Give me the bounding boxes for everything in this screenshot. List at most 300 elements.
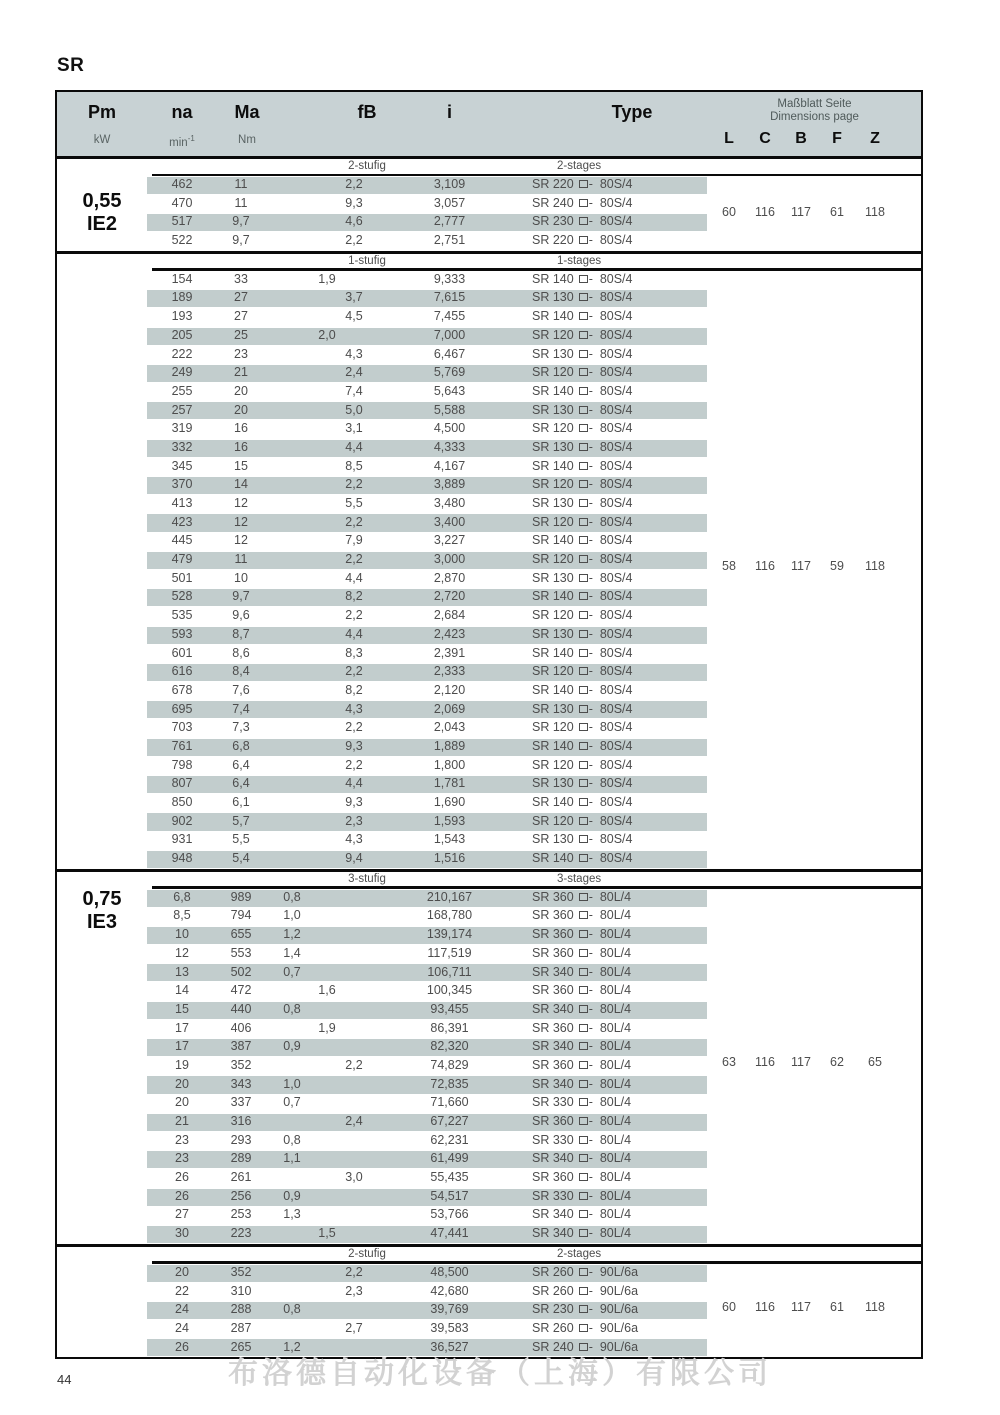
cell-na: 501 (171, 570, 193, 585)
dim-page-B: 117 (791, 1299, 811, 1314)
cell-ma: 5,5 (232, 832, 250, 847)
cell-i: 1,543 (433, 832, 466, 847)
cell-ma: 7,4 (232, 701, 250, 716)
cell-ma: 6,4 (232, 776, 250, 791)
cell-ma: 12 (234, 514, 248, 529)
type-dash: - (588, 402, 600, 417)
cell-type (532, 589, 722, 603)
cell-ma: 15 (234, 458, 248, 473)
type-dash: - (588, 983, 600, 998)
square-placeholder-icon (579, 611, 588, 619)
type-motor: 80L/4 (599, 1057, 632, 1072)
type-model: SR 120 (532, 365, 574, 380)
cell-type (532, 1340, 722, 1354)
cell-ma: 293 (230, 1132, 252, 1147)
type-model: SR 130 (532, 439, 574, 454)
cell-na: 593 (171, 626, 193, 641)
type-dash: - (588, 1283, 600, 1298)
cell-ma: 11 (234, 552, 248, 567)
cell-na: 205 (171, 327, 193, 342)
cell-ma: 343 (230, 1076, 252, 1091)
cell-i: 117,519 (427, 945, 472, 960)
type-dash: - (588, 570, 600, 585)
square-placeholder-icon (579, 1136, 588, 1144)
cell-i: 67,227 (430, 1114, 469, 1128)
cell-fb: 4,4 (345, 570, 363, 585)
stage-header-row (57, 251, 921, 271)
square-placeholder-icon (579, 1343, 588, 1351)
type-motor: 80L/4 (599, 1020, 632, 1035)
cell-type (532, 347, 722, 361)
cell-ma: 21 (234, 365, 248, 380)
dim-page-Z: 118 (865, 1299, 885, 1314)
type-model: SR 230 (532, 1302, 574, 1317)
cell-ma: 9,7 (232, 233, 250, 248)
cell-i: 42,680 (430, 1283, 469, 1298)
cell-i: 3,000 (433, 552, 466, 567)
type-model: SR 340 (532, 1001, 574, 1016)
type-dash: - (588, 514, 600, 529)
square-placeholder-icon (579, 1005, 588, 1013)
type-model: SR 230 (532, 214, 574, 229)
cell-na: 445 (171, 533, 193, 548)
table-row (57, 176, 921, 195)
cell-fb: 8,2 (345, 682, 363, 697)
dim-page-F: 61 (830, 1299, 844, 1314)
type-motor: 80L/4 (599, 1151, 632, 1166)
cell-na: 6,8 (173, 889, 191, 904)
type-dash: - (588, 813, 600, 828)
type-motor: 80L/4 (599, 1095, 632, 1110)
type-model: SR 120 (532, 421, 574, 436)
cell-type (532, 1189, 722, 1203)
cell-ma: 655 (230, 927, 252, 942)
type-model: SR 260 (532, 1320, 574, 1335)
type-dash: - (588, 309, 600, 324)
cell-ma: 7,6 (232, 682, 250, 697)
stage-header-row (57, 1244, 921, 1264)
table-row (57, 1150, 921, 1169)
cell-type (532, 272, 722, 286)
type-motor: 80S/4 (599, 776, 633, 791)
cell-na: 24 (175, 1320, 189, 1335)
cell-type (532, 1284, 722, 1298)
type-model: SR 140 (532, 682, 574, 697)
dim-page-F: 59 (830, 558, 844, 573)
type-dash: - (588, 776, 600, 791)
type-model: SR 360 (532, 927, 574, 942)
unit-pm: kW (93, 134, 111, 146)
type-dash: - (588, 908, 600, 923)
cell-na: 535 (171, 608, 193, 623)
cell-type (532, 1207, 722, 1221)
table-row (57, 458, 921, 477)
table-row (57, 738, 921, 757)
dim-page-F: 62 (830, 1055, 844, 1070)
table-row (57, 1038, 921, 1057)
square-placeholder-icon (579, 499, 588, 507)
cell-fb: 4,6 (345, 214, 363, 229)
type-model: SR 360 (532, 908, 574, 923)
cell-ma: 16 (234, 421, 248, 436)
type-dash: - (588, 626, 600, 641)
cell-fb: 9,3 (345, 195, 363, 210)
dim-page-L: 58 (722, 558, 736, 573)
table-row (57, 1001, 921, 1020)
dim-page-L: 60 (722, 205, 736, 220)
table-section-1-stufig (57, 251, 921, 869)
type-motor: 80S/4 (599, 664, 633, 679)
cell-type (532, 1133, 722, 1147)
cell-type (532, 1058, 722, 1072)
stage-label-en: 3-stages (557, 872, 602, 885)
cell-fb: 2,0 (318, 327, 336, 342)
cell-i: 7,000 (433, 327, 466, 342)
type-model: SR 120 (532, 514, 574, 529)
type-model: SR 330 (532, 1132, 574, 1147)
cell-i: 4,167 (433, 458, 466, 473)
cell-ma: 794 (230, 908, 252, 923)
cell-type (532, 1302, 722, 1316)
cell-na: 26 (175, 1188, 189, 1203)
type-motor: 80S/4 (599, 570, 633, 585)
type-motor: 80S/4 (599, 402, 633, 417)
page-number: 44 (57, 1372, 72, 1387)
type-dash: - (588, 1226, 600, 1241)
col-header-na: na (171, 102, 193, 122)
type-model: SR 340 (532, 1151, 574, 1166)
type-motor: 80S/4 (599, 533, 633, 548)
cell-type (532, 214, 722, 228)
square-placeholder-icon (579, 986, 588, 994)
type-dash: - (588, 1170, 600, 1185)
cell-fb: 4,5 (345, 309, 363, 324)
table-row (57, 271, 921, 290)
square-placeholder-icon (579, 723, 588, 731)
type-model: SR 130 (532, 496, 574, 510)
square-placeholder-icon (579, 1192, 588, 1200)
table-row (57, 570, 921, 589)
cell-na: 695 (171, 701, 193, 716)
square-placeholder-icon (579, 1268, 588, 1276)
type-motor: 80L/4 (599, 1207, 632, 1222)
type-motor: 80S/4 (599, 851, 633, 866)
table-row (57, 439, 921, 458)
cell-ma: 287 (230, 1320, 252, 1335)
type-dash: - (588, 757, 600, 772)
cell-type (532, 365, 722, 379)
type-motor: 80L/4 (599, 1226, 632, 1241)
dim-page-C: 116 (755, 205, 775, 220)
table-section-2-stufig (57, 1244, 921, 1357)
table-row (57, 682, 921, 701)
square-placeholder-icon (579, 798, 588, 806)
type-model: SR 340 (532, 964, 574, 979)
cell-type (532, 571, 722, 585)
cell-fb: 2,2 (345, 552, 363, 567)
square-placeholder-icon (579, 630, 588, 638)
cell-ma: 6,1 (232, 795, 250, 809)
square-placeholder-icon (579, 1061, 588, 1069)
cell-fb: 2,2 (345, 720, 363, 735)
cell-i: 1,516 (433, 851, 466, 866)
type-dash: - (588, 1151, 600, 1166)
cell-ma: 6,4 (232, 757, 250, 772)
cell-na: 257 (171, 402, 193, 417)
type-motor: 80L/4 (599, 1076, 632, 1091)
table-header (57, 92, 921, 159)
type-dash: - (588, 851, 600, 866)
type-motor: 80S/4 (599, 346, 633, 361)
cell-na: 19 (175, 1057, 189, 1072)
type-dash: - (588, 889, 600, 904)
type-model: SR 140 (532, 383, 574, 398)
cell-ma: 352 (230, 1057, 252, 1072)
cell-fb: 5,5 (345, 496, 363, 510)
square-placeholder-icon (579, 779, 588, 787)
cell-type (532, 832, 722, 846)
square-placeholder-icon (579, 350, 588, 358)
cell-type (532, 908, 722, 922)
table-row (57, 982, 921, 1001)
col-header-fb: fB (357, 102, 377, 122)
cell-na: 26 (175, 1170, 189, 1185)
type-dash: - (588, 1339, 600, 1354)
cell-ma: 7,3 (232, 720, 250, 735)
cell-na: 807 (171, 776, 193, 791)
square-placeholder-icon (579, 462, 588, 470)
square-placeholder-icon (579, 686, 588, 694)
type-motor: 80S/4 (599, 309, 633, 324)
cell-type (532, 196, 722, 210)
cell-i: 3,889 (433, 477, 466, 492)
square-placeholder-icon (579, 180, 588, 188)
stage-label-de: 2-stufig (348, 160, 386, 172)
cell-type (532, 440, 722, 454)
cell-fb: 4,4 (345, 626, 363, 641)
table-row (57, 1264, 921, 1283)
table-row (57, 551, 921, 570)
cell-na: 703 (171, 720, 193, 735)
col-header-ma: Ma (234, 102, 260, 122)
cell-type (532, 1321, 722, 1335)
type-model: SR 130 (532, 346, 574, 361)
col-header-type: Type (611, 102, 653, 122)
type-motor: 80S/4 (599, 626, 633, 641)
cell-ma: 288 (230, 1302, 252, 1317)
square-placeholder-icon (579, 217, 588, 225)
type-motor: 80L/4 (599, 927, 632, 942)
type-motor: 80S/4 (599, 233, 633, 248)
square-placeholder-icon (579, 835, 588, 843)
type-motor: 80L/4 (599, 889, 632, 904)
cell-na: 193 (171, 309, 193, 324)
square-placeholder-icon (579, 536, 588, 544)
type-model: SR 140 (532, 458, 574, 473)
dim-page-B: 117 (791, 1055, 811, 1070)
type-model: SR 130 (532, 402, 574, 417)
type-motor: 80L/4 (599, 945, 632, 960)
cell-fb: 4,3 (345, 832, 363, 847)
stage-label-en: 2-stages (557, 160, 602, 172)
cell-na: 249 (171, 365, 193, 380)
type-motor: 80L/4 (599, 964, 632, 979)
cell-na: 479 (171, 552, 193, 567)
cell-ma: 223 (230, 1226, 252, 1241)
cell-ma: 265 (230, 1339, 252, 1354)
type-model: SR 120 (532, 813, 574, 828)
cell-na: 20 (175, 1264, 189, 1279)
cell-ma: 256 (230, 1188, 252, 1203)
cell-fb: 9,3 (345, 738, 363, 753)
section-rows (57, 889, 921, 1244)
section-rows (57, 1264, 921, 1357)
type-dash: - (588, 1020, 600, 1035)
cell-type (532, 965, 722, 979)
cell-type (532, 515, 722, 529)
cell-ma: 553 (230, 945, 252, 960)
cell-fb: 4,3 (345, 701, 363, 716)
cell-fb: 0,8 (283, 889, 301, 904)
table-row (57, 907, 921, 926)
stage-label-en: 2-stages (557, 1247, 602, 1260)
dim-col-F: F (832, 130, 842, 147)
type-model: SR 120 (532, 664, 574, 679)
type-model: SR 360 (532, 1020, 574, 1035)
square-placeholder-icon (579, 1098, 588, 1106)
cell-ma: 337 (230, 1095, 252, 1110)
dim-page-L: 63 (722, 1055, 736, 1070)
cell-type (532, 1151, 722, 1165)
square-placeholder-icon (579, 649, 588, 657)
cell-i: 48,500 (430, 1264, 469, 1279)
type-motor: 80S/4 (599, 795, 633, 809)
dim-col-L: L (724, 130, 734, 147)
cell-ma: 502 (230, 964, 252, 979)
table-row (57, 926, 921, 945)
cell-fb: 2,4 (345, 365, 363, 380)
cell-fb: 2,2 (345, 477, 363, 492)
type-model: SR 220 (532, 177, 574, 191)
cell-i: 53,766 (430, 1207, 469, 1222)
type-model: SR 240 (532, 195, 574, 210)
type-dash: - (588, 1001, 600, 1016)
type-dash: - (588, 1095, 600, 1110)
square-placeholder-icon (579, 574, 588, 582)
cell-i: 36,527 (430, 1339, 469, 1354)
cell-i: 1,889 (433, 738, 466, 753)
type-dash: - (588, 682, 600, 697)
cell-i: 2,043 (433, 720, 466, 735)
dim-page-C: 116 (755, 1299, 775, 1314)
type-dash: - (588, 327, 600, 342)
type-motor: 80S/4 (599, 832, 633, 847)
square-placeholder-icon (579, 1042, 588, 1050)
series-code: SR (57, 55, 85, 76)
type-motor: 80L/4 (599, 908, 632, 923)
cell-ma: 20 (234, 402, 248, 417)
table-section-2-stufig (57, 159, 921, 251)
cell-fb: 9,3 (345, 795, 363, 809)
type-model: SR 340 (532, 1076, 574, 1091)
cell-i: 5,643 (433, 383, 466, 398)
dim-col-Z: Z (870, 130, 880, 147)
cell-i: 2,423 (433, 626, 466, 641)
type-model: SR 360 (532, 1114, 574, 1128)
stage-header-row (57, 869, 921, 889)
type-motor: 80S/4 (599, 458, 633, 473)
type-model: SR 240 (532, 1339, 574, 1354)
cell-type (532, 890, 722, 904)
cell-type (532, 1170, 722, 1184)
square-placeholder-icon (579, 911, 588, 919)
dim-page-Z: 118 (865, 205, 885, 220)
cell-type (532, 946, 722, 960)
type-dash: - (588, 533, 600, 548)
cell-ma: 440 (230, 1001, 252, 1016)
table-row (57, 1169, 921, 1188)
type-motor: 80S/4 (599, 383, 633, 398)
table-row (57, 889, 921, 908)
cell-i: 39,583 (430, 1320, 469, 1335)
dim-col-B: B (795, 130, 807, 147)
cell-fb: 3,1 (345, 421, 363, 436)
cell-ma: 9,6 (232, 608, 250, 623)
cell-type (532, 421, 722, 435)
table-row (57, 850, 921, 869)
cell-fb: 3,7 (345, 290, 363, 305)
dim-col-C: C (759, 130, 771, 147)
cell-fb: 1,2 (283, 1339, 301, 1354)
cell-type (532, 1265, 722, 1279)
type-dash: - (588, 795, 600, 809)
type-dash: - (588, 214, 600, 229)
square-placeholder-icon (579, 275, 588, 283)
cell-fb: 1,1 (283, 1151, 301, 1166)
type-dash: - (588, 1264, 600, 1279)
cell-type (532, 627, 722, 641)
square-placeholder-icon (579, 742, 588, 750)
cell-fb: 5,0 (345, 402, 363, 417)
cell-type (532, 851, 722, 865)
type-motor: 80L/4 (599, 1114, 632, 1128)
cell-ma: 27 (234, 309, 248, 324)
cell-i: 2,751 (433, 233, 466, 248)
cell-ma: 10 (234, 570, 248, 585)
cell-ma: 352 (230, 1264, 252, 1279)
cell-na: 948 (171, 851, 193, 866)
cell-na: 20 (175, 1076, 189, 1091)
table-row (57, 719, 921, 738)
type-motor: 80S/4 (599, 496, 633, 510)
cell-i: 3,057 (433, 195, 466, 210)
cell-i: 210,167 (426, 889, 473, 904)
cell-na: 8,5 (173, 908, 191, 923)
col-header-pm: Pm (87, 102, 116, 122)
cell-fb: 7,9 (345, 533, 363, 548)
cell-fb: 1,3 (283, 1207, 301, 1222)
square-placeholder-icon (579, 1229, 588, 1237)
type-dash: - (588, 439, 600, 454)
cell-i: 4,333 (433, 439, 466, 454)
cell-fb: 1,2 (283, 927, 301, 942)
type-motor: 80L/4 (599, 1170, 632, 1185)
table-row (57, 495, 921, 514)
table-row (57, 213, 921, 232)
type-motor: 80S/4 (599, 813, 633, 828)
cell-i: 6,467 (433, 346, 466, 361)
cell-na: 601 (171, 645, 193, 660)
